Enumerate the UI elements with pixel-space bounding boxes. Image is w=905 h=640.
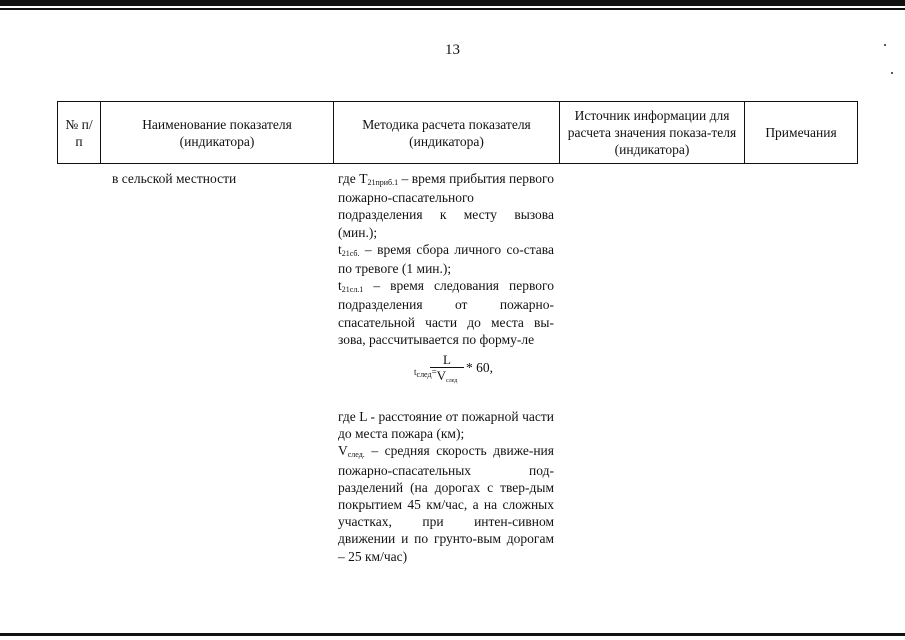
indicator-name: в сельской местности [112, 171, 237, 186]
method-paragraph-arrival: где $Т_{21приб.1}$ – время прибытия первого пожарно-спасательного подразделения к месту вызова (мин.); [338, 171, 554, 240]
method-paragraph-assembly: $t_{21сб.}$ – время сбора личного со-става по тревоге (1 мин.); [338, 241, 554, 277]
top-border [0, 0, 905, 6]
formula-lhs: $t_{след}=$ [414, 367, 437, 380]
bottom-border [0, 633, 905, 636]
method-paragraph-distance: где L - расстояние от пожарной части до места пожара (км); [338, 409, 554, 442]
header-notes: Примечания [745, 102, 858, 164]
header-number: № п/п [58, 102, 101, 164]
formula-rhs: * 60, [466, 360, 493, 376]
header-indicator-name: Наименование показателя (индикатора) [101, 102, 334, 164]
formula-fraction: L $V_{след}$ [430, 352, 464, 387]
method-paragraph-travel: $t_{21сл.1}$ – время следования первого подразделения от пожарно-спасательной части до места вы-зова, рассчитывается по форму-ле [338, 278, 554, 347]
travel-time-formula [338, 350, 554, 396]
header-method: Методика расчета показателя (индикатора) [334, 102, 560, 164]
top-border-thin [0, 8, 905, 10]
scan-speck [891, 72, 893, 74]
page-number: 13 [445, 42, 460, 58]
method-text [338, 170, 554, 565]
method-paragraph-speed: $V_{след.}$ – средняя скорость движе-ния пожарно-спасательных под-разделений (на дорогах с твер-дым покрытием 45 км/час, а на сложных участках, при интен-сивном движении и по грунто-вым дорогам – 25 км/час) [338, 443, 554, 564]
header-source: Источник информации для расчета значения показа-теля (индикатора) [560, 102, 745, 164]
table-header [57, 101, 858, 164]
